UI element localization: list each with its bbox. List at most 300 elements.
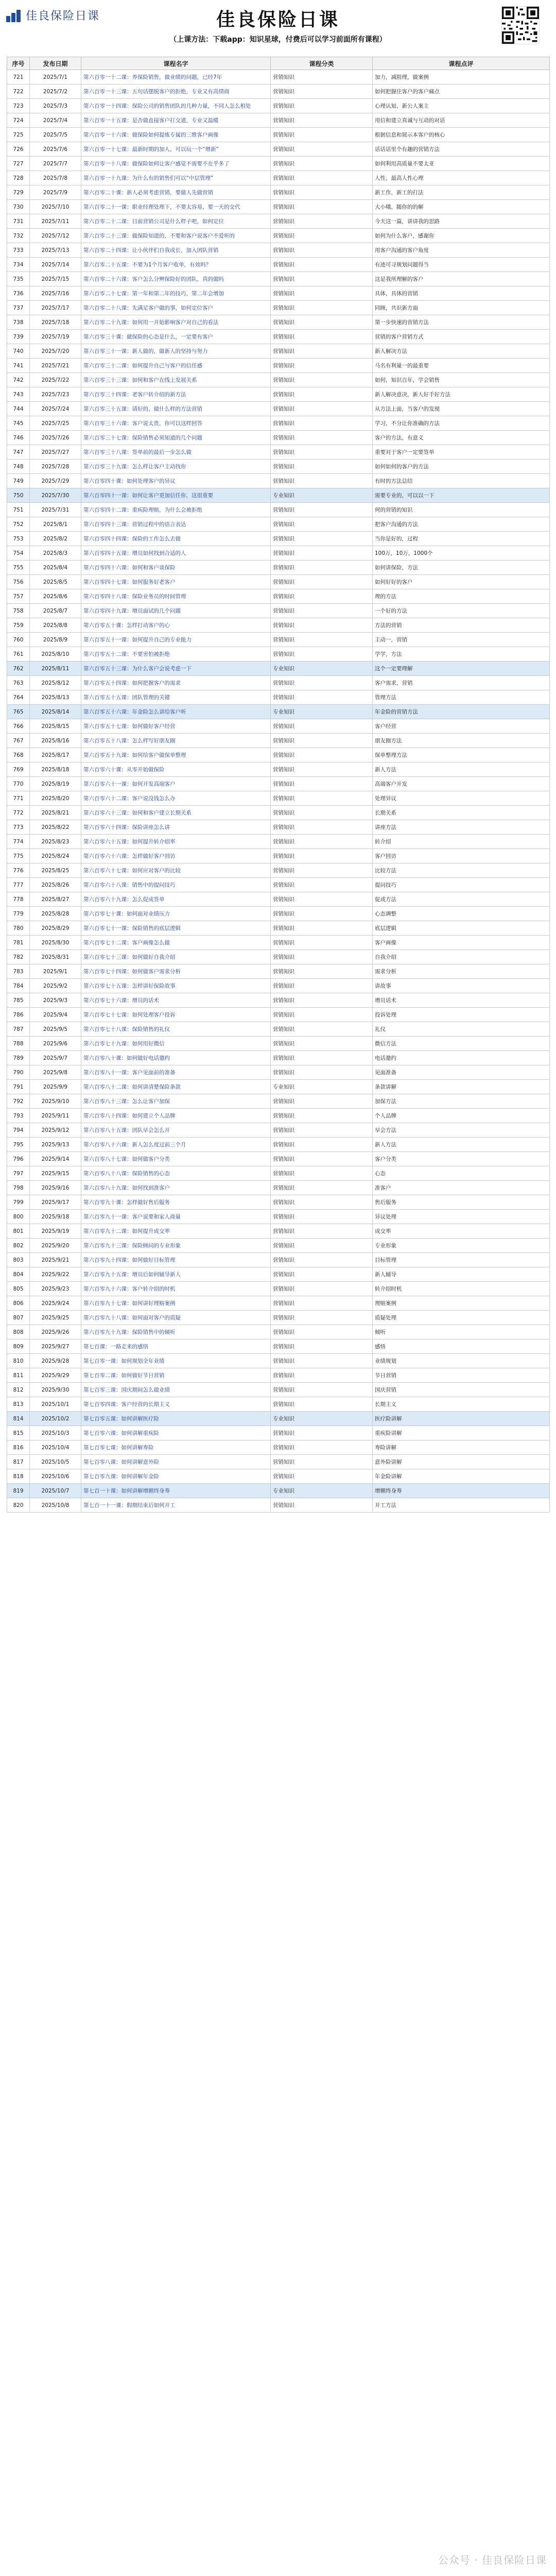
cell-name[interactable]: 第六百零三十三课：如何和客户在线上发展关系 <box>81 373 271 387</box>
cell-name[interactable]: 第六百零五十课：怎样打动客户的心 <box>81 618 271 633</box>
cell-index: 751 <box>7 503 30 517</box>
cell-index: 817 <box>7 1455 30 1469</box>
table-row <box>7 200 550 214</box>
table-row <box>7 647 550 662</box>
cell-category: 营销知识 <box>271 1426 373 1440</box>
cell-category: 营销知识 <box>271 1455 373 1469</box>
cell-category: 营销知识 <box>271 676 373 690</box>
cell-name[interactable]: 第六百零一十四课：保险公司的销售团队的几种力量，不同人怎么相处 <box>81 99 271 113</box>
cell-date: 2025/9/9 <box>30 1080 81 1094</box>
cell-comment: 感悟 <box>373 1340 550 1354</box>
cell-name[interactable]: 第六百零九十二课：如何提升成交率 <box>81 1224 271 1239</box>
cell-name[interactable]: 第六百零八十八课：保险销售的心态 <box>81 1166 271 1181</box>
table-row <box>7 70 550 84</box>
cell-date: 2025/8/11 <box>30 662 81 676</box>
cell-comment: 朋友圈方法 <box>373 734 550 748</box>
cell-index: 782 <box>7 950 30 964</box>
cell-index: 777 <box>7 878 30 892</box>
cell-name[interactable]: 第七百零二课：如何做好节日营销 <box>81 1368 271 1383</box>
cell-index: 778 <box>7 892 30 907</box>
cell-category: 营销知识 <box>271 1469 373 1484</box>
cell-name[interactable]: 第六百零九十五课：增员后如何辅导新人 <box>81 1267 271 1282</box>
cell-name[interactable]: 第六百零二十三课：做保险知道的，不要和客户说客户不爱听的 <box>81 229 271 243</box>
cell-index: 819 <box>7 1484 30 1498</box>
cell-category: 专业知识 <box>271 705 373 719</box>
table-row <box>7 488 550 503</box>
cell-date: 2025/9/7 <box>30 1051 81 1065</box>
cell-comment: 用信和建立真诚与互动的对话 <box>373 113 550 128</box>
cell-comment: 客户经营 <box>373 719 550 734</box>
cell-category: 营销知识 <box>271 402 373 416</box>
cell-name[interactable]: 第六百零七十四课：如何做客户需求分析 <box>81 964 271 979</box>
cell-name[interactable]: 第六百零三十一课：新人做的，做新人的坚持与努力 <box>81 344 271 359</box>
table-row <box>7 373 550 387</box>
cell-category: 营销知识 <box>271 690 373 705</box>
cell-index: 809 <box>7 1340 30 1354</box>
cell-index: 735 <box>7 272 30 286</box>
cell-name[interactable]: 第六百零六十二课：客户说没钱怎么办 <box>81 791 271 806</box>
table-row <box>7 964 550 979</box>
cell-name[interactable]: 第六百零九十一课：客户说要和家人商量 <box>81 1210 271 1224</box>
cell-index: 774 <box>7 835 30 849</box>
cell-category: 营销知识 <box>271 1008 373 1022</box>
table-row <box>7 474 550 488</box>
cell-name[interactable]: 第六百零一十五课：是否做直接客户打交道，专业又温暖 <box>81 113 271 128</box>
cell-name[interactable]: 第六百零一十九课：为什么有的销售们可以“中层管理” <box>81 171 271 185</box>
cell-name[interactable]: 第七百零五课：如何讲解医疗险 <box>81 1412 271 1426</box>
cell-name[interactable]: 第六百零七十三课：如何做好自我介绍 <box>81 950 271 964</box>
cell-name[interactable]: 第六百零五十五课：团队管理的关键 <box>81 690 271 705</box>
table-row <box>7 676 550 690</box>
cell-name[interactable]: 第六百零六十课：从零开始做保险 <box>81 762 271 777</box>
table-row <box>7 1080 550 1094</box>
cell-comment: 见面准备 <box>373 1065 550 1080</box>
cell-index: 805 <box>7 1282 30 1296</box>
cell-name[interactable]: 第六百零八十九课：如何找到准客户 <box>81 1181 271 1195</box>
table-row <box>7 1065 550 1080</box>
table-row <box>7 921 550 936</box>
cell-date: 2025/10/4 <box>30 1440 81 1455</box>
cell-name[interactable]: 第六百零八十一课：客户见面前的准备 <box>81 1065 271 1080</box>
cell-date: 2025/9/15 <box>30 1166 81 1181</box>
cell-name[interactable]: 第六百零六十六课：怎样做好客户回访 <box>81 849 271 863</box>
cell-name[interactable]: 第六百零二十八课：先满足客户做的事，如何定位客户 <box>81 301 271 315</box>
cell-date: 2025/8/24 <box>30 849 81 863</box>
cell-name[interactable]: 第六百零一十八课：做保险如何让客户感觉不需要不在乎多了 <box>81 157 271 171</box>
cell-date: 2025/7/15 <box>30 272 81 286</box>
table-row <box>7 286 550 301</box>
cell-date: 2025/8/20 <box>30 791 81 806</box>
cell-date: 2025/7/8 <box>30 171 81 185</box>
table-row <box>7 1037 550 1051</box>
cell-category: 营销知识 <box>271 1094 373 1109</box>
cell-date: 2025/9/25 <box>30 1311 81 1325</box>
table-row <box>7 1484 550 1498</box>
cell-category: 营销知识 <box>271 1340 373 1354</box>
cell-comment: 重要对于客户一定要签单 <box>373 445 550 460</box>
cell-date: 2025/7/3 <box>30 99 81 113</box>
cell-index: 741 <box>7 359 30 373</box>
cell-name[interactable]: 第六百零四十课：如何处理客户的异议 <box>81 474 271 488</box>
cell-comment: 客户画像 <box>373 936 550 950</box>
cell-comment: 比较方法 <box>373 863 550 878</box>
cell-comment: 客户分类 <box>373 1152 550 1166</box>
cell-comment: 礼仪 <box>373 1022 550 1037</box>
cell-date: 2025/7/1 <box>30 70 81 84</box>
cell-category: 营销知识 <box>271 1440 373 1455</box>
cell-date: 2025/7/14 <box>30 258 81 272</box>
cell-category: 营销知识 <box>271 185 373 200</box>
table-row <box>7 344 550 359</box>
cell-name[interactable]: 第六百零四十九课：增员面试的几个问题 <box>81 604 271 618</box>
cell-index: 752 <box>7 517 30 532</box>
cell-index: 814 <box>7 1412 30 1426</box>
cell-name[interactable]: 第六百零八十二课：如何讲清楚保险条款 <box>81 1080 271 1094</box>
cell-name[interactable]: 第六百零一十三课：五句话摆脱客户的拒绝，专业又有高情商 <box>81 84 271 99</box>
cell-comment: 售后服务 <box>373 1195 550 1210</box>
table-row <box>7 1296 550 1311</box>
cell-index: 804 <box>7 1267 30 1282</box>
table-row <box>7 1282 550 1296</box>
cell-name[interactable]: 第六百零五十七课：如何做好客户经营 <box>81 719 271 734</box>
cell-name[interactable]: 第六百零七十六课：增员的话术 <box>81 993 271 1008</box>
cell-name[interactable]: 第七百零一课：如何规划全年业绩 <box>81 1354 271 1368</box>
cell-date: 2025/8/2 <box>30 532 81 546</box>
table-row <box>7 1325 550 1340</box>
cell-comment: 年金险讲解 <box>373 1469 550 1484</box>
cell-name[interactable]: 第七百零九课：如何讲解年金险 <box>81 1469 271 1484</box>
cell-date: 2025/7/5 <box>30 128 81 142</box>
cell-name[interactable]: 第六百零六十四课：保险讲座怎么讲 <box>81 820 271 835</box>
cell-comment: 话话话里个有趣的营销方法 <box>373 142 550 157</box>
table-row <box>7 503 550 517</box>
cell-category: 营销知识 <box>271 84 373 99</box>
cell-name[interactable]: 第六百零八十七课：如何做客户分类 <box>81 1152 271 1166</box>
cell-name[interactable]: 第六百零五十一课：如何提升自己的专业能力 <box>81 633 271 647</box>
cell-name[interactable]: 第六百零四十六课：如何和客户谈保险 <box>81 561 271 575</box>
cell-date: 2025/7/9 <box>30 185 81 200</box>
cell-date: 2025/7/24 <box>30 402 81 416</box>
table-row <box>7 705 550 719</box>
cell-category: 营销知识 <box>271 503 373 517</box>
cell-comment: 如何利用高质量不要太亚 <box>373 157 550 171</box>
cell-date: 2025/9/3 <box>30 993 81 1008</box>
cell-comment: 用客户沟通的客户角度 <box>373 243 550 258</box>
cell-date: 2025/8/27 <box>30 892 81 907</box>
table-row <box>7 1340 550 1354</box>
cell-date: 2025/9/6 <box>30 1037 81 1051</box>
cell-date: 2025/9/16 <box>30 1181 81 1195</box>
cell-name[interactable]: 第六百零六十五课：如何提升转介绍率 <box>81 835 271 849</box>
cell-comment: 从方法上面，当客户的发现 <box>373 402 550 416</box>
cell-comment: 具体，具体的营销 <box>373 286 550 301</box>
cell-comment: 微信方法 <box>373 1037 550 1051</box>
table-row <box>7 1354 550 1368</box>
cell-name[interactable]: 第六百零三十四课：老客户转介绍的新方法 <box>81 387 271 402</box>
cell-name[interactable]: 第六百零七十九课：如何用好微信 <box>81 1037 271 1051</box>
cell-index: 749 <box>7 474 30 488</box>
cell-name[interactable]: 第六百零一十六课：做保险如何提炼专属的三维客户画像 <box>81 128 271 142</box>
cell-comment: 增员话术 <box>373 993 550 1008</box>
table-row <box>7 604 550 618</box>
cell-comment: 有时的方法总结 <box>373 474 550 488</box>
table-row <box>7 243 550 258</box>
cell-index: 773 <box>7 820 30 835</box>
cell-name[interactable]: 第六百零三十课：做保险的心态是什么，一定要有客户 <box>81 330 271 344</box>
cell-name[interactable]: 第七百一十课：如何讲解增额终身寿 <box>81 1484 271 1498</box>
cell-name[interactable]: 第六百零四十四课：保险的工作怎么去做 <box>81 532 271 546</box>
cell-name[interactable]: 第七百一十一课：假期结束后如何开工 <box>81 1498 271 1513</box>
cell-index: 779 <box>7 907 30 921</box>
table-row <box>7 258 550 272</box>
cell-index: 722 <box>7 84 30 99</box>
cell-index: 786 <box>7 1008 30 1022</box>
cell-category: 营销知识 <box>271 272 373 286</box>
cell-name[interactable]: 第六百零三十六课：客户说太贵，你可以这样回答 <box>81 416 271 431</box>
cell-name[interactable]: 第六百零四十五课：增员如何找到合适的人 <box>81 546 271 561</box>
cell-name[interactable]: 第七百零八课：如何讲解意外险 <box>81 1455 271 1469</box>
cell-name[interactable]: 第六百零二十九课：如何用一开始影响客户对自己的看法 <box>81 315 271 330</box>
table-row <box>7 1224 550 1239</box>
cell-comment: 新人解决方法 <box>373 344 550 359</box>
cell-date: 2025/9/14 <box>30 1152 81 1166</box>
cell-name[interactable]: 第六百零四十七课：如何服务好老客户 <box>81 575 271 589</box>
cell-index: 796 <box>7 1152 30 1166</box>
cell-date: 2025/7/13 <box>30 243 81 258</box>
table-row <box>7 445 550 460</box>
cell-category: 营销知识 <box>271 1166 373 1181</box>
cell-name[interactable]: 第六百零三十八课：签单前的最后一步怎么做 <box>81 445 271 460</box>
cell-name[interactable]: 第六百零九十七课：如何讲好理赔案例 <box>81 1296 271 1311</box>
cell-index: 726 <box>7 142 30 157</box>
cell-comment: 年金险的营销方法 <box>373 705 550 719</box>
cell-name[interactable]: 第六百零九十六课：客户转介绍的时机 <box>81 1282 271 1296</box>
cell-name[interactable]: 第七百课：一路走来的感悟 <box>81 1340 271 1354</box>
cell-name[interactable]: 第六百零三十九课：怎么样让客户主动找你 <box>81 460 271 474</box>
cell-name[interactable]: 第六百零四十八课：保险业务员的时间管理 <box>81 589 271 604</box>
table-row <box>7 1383 550 1397</box>
cell-name[interactable]: 第六百零八十四课：如何建立个人品牌 <box>81 1109 271 1123</box>
table-row <box>7 157 550 171</box>
cell-index: 799 <box>7 1195 30 1210</box>
cell-name[interactable]: 第六百零七十一课：保险销售的底层逻辑 <box>81 921 271 936</box>
table-row <box>7 142 550 157</box>
table-row <box>7 330 550 344</box>
cell-comment: 大小哦，随你的的解 <box>373 200 550 214</box>
cell-index: 745 <box>7 416 30 431</box>
cell-date: 2025/8/30 <box>30 936 81 950</box>
cell-name[interactable]: 第六百零三十七课：保险销售必须知道的几个问题 <box>81 431 271 445</box>
cell-name[interactable]: 第六百零八十课：如何做好电话邀约 <box>81 1051 271 1065</box>
cell-comment: 寿险讲解 <box>373 1440 550 1455</box>
cell-date: 2025/9/1 <box>30 964 81 979</box>
cell-index: 739 <box>7 330 30 344</box>
cell-comment: 何的营销的知识 <box>373 503 550 517</box>
cell-index: 747 <box>7 445 30 460</box>
cell-name[interactable]: 第六百零八十五课：团队早会怎么开 <box>81 1123 271 1138</box>
cell-name[interactable]: 第六百零三十二课：如何提升自己与客户的信任感 <box>81 359 271 373</box>
cell-index: 738 <box>7 315 30 330</box>
cell-category: 营销知识 <box>271 1138 373 1152</box>
cell-index: 724 <box>7 113 30 128</box>
cell-comment: 加保方法 <box>373 1094 550 1109</box>
table-row <box>7 185 550 200</box>
table-row <box>7 1210 550 1224</box>
cell-index: 812 <box>7 1383 30 1397</box>
cell-index: 768 <box>7 748 30 762</box>
cell-name[interactable]: 第六百零九十三课：保险顾问的专业形象 <box>81 1239 271 1253</box>
cell-category: 营销知识 <box>271 878 373 892</box>
cell-index: 795 <box>7 1138 30 1152</box>
cell-name[interactable]: 第六百零五十六课：年金险怎么讲给客户听 <box>81 705 271 719</box>
col-header-category: 课程分类 <box>271 57 373 70</box>
cell-name[interactable]: 第六百零二十七课：第一年和第二年的技巧，第二年会增加 <box>81 286 271 301</box>
cell-category: 营销知识 <box>271 1123 373 1138</box>
cell-comment: 专业形象 <box>373 1239 550 1253</box>
cell-date: 2025/9/5 <box>30 1022 81 1037</box>
cell-index: 770 <box>7 777 30 791</box>
cell-category: 营销知识 <box>271 1210 373 1224</box>
cell-category: 营销知识 <box>271 748 373 762</box>
cell-comment: 处理异议 <box>373 791 550 806</box>
cell-index: 750 <box>7 488 30 503</box>
col-header-name: 课程名字 <box>81 57 271 70</box>
table-row <box>7 1412 550 1426</box>
cell-index: 797 <box>7 1166 30 1181</box>
cell-date: 2025/8/28 <box>30 907 81 921</box>
cell-name[interactable]: 第六百零八十三课：怎么让客户加保 <box>81 1094 271 1109</box>
cell-comment: 一个好的方法 <box>373 604 550 618</box>
cell-category: 营销知识 <box>271 474 373 488</box>
cell-date: 2025/7/7 <box>30 157 81 171</box>
table-row <box>7 1426 550 1440</box>
cell-index: 808 <box>7 1325 30 1340</box>
table-row <box>7 791 550 806</box>
table-row <box>7 835 550 849</box>
table-row <box>7 315 550 330</box>
cell-category: 营销知识 <box>271 777 373 791</box>
cell-name[interactable]: 第六百零九十九课：保险销售中的倾听 <box>81 1325 271 1340</box>
cell-name[interactable]: 第六百零六十七课：如何应对客户的比较 <box>81 863 271 878</box>
cell-category: 营销知识 <box>271 70 373 84</box>
cell-name[interactable]: 第六百零五十八课：怎么样写好朋友圈 <box>81 734 271 748</box>
cell-category: 营销知识 <box>271 820 373 835</box>
cell-comment: 异议处理 <box>373 1210 550 1224</box>
cell-name[interactable]: 第六百零六十三课：如何和客户建立长期关系 <box>81 806 271 820</box>
cell-index: 781 <box>7 936 30 950</box>
cell-name[interactable]: 第六百零二十六课：客户怎么分辨保险好的团队，真的做吗 <box>81 272 271 286</box>
cell-name[interactable]: 第六百零七十五课：怎样讲好保险故事 <box>81 979 271 993</box>
cell-index: 763 <box>7 676 30 690</box>
cell-name[interactable]: 第六百零三十五课：请好的，做什么样的方法营销 <box>81 402 271 416</box>
cell-name[interactable]: 第六百零五十三课：为什么客户会说考虑一下 <box>81 662 271 676</box>
cell-category: 营销知识 <box>271 993 373 1008</box>
cell-index: 784 <box>7 979 30 993</box>
table-row <box>7 214 550 229</box>
cell-name[interactable]: 第六百零五十九课：如何给客户做保单整理 <box>81 748 271 762</box>
cell-comment: 理赔案例 <box>373 1296 550 1311</box>
cell-name[interactable]: 第七百零七课：如何讲解寿险 <box>81 1440 271 1455</box>
cell-name[interactable]: 第七百零三课：国庆期间怎么做业绩 <box>81 1383 271 1397</box>
cell-comment: 方法的营销 <box>373 618 550 633</box>
cell-name[interactable]: 第六百零四十一课：如何让客户更加信任你，这很重要 <box>81 488 271 503</box>
table-row <box>7 1239 550 1253</box>
cell-comment: 第一步快速的营销方法 <box>373 315 550 330</box>
cell-category: 营销知识 <box>271 604 373 618</box>
cell-name[interactable]: 第六百零七十八课：保险销售的礼仪 <box>81 1022 271 1037</box>
cell-name[interactable]: 第六百零二十五课：不要为1个月客户收单，有效吗？ <box>81 258 271 272</box>
cell-name[interactable]: 第六百零七十七课：如何处理客户投诉 <box>81 1008 271 1022</box>
cell-name[interactable]: 第六百零五十四课：如何把握客户的需求 <box>81 676 271 690</box>
cell-index: 733 <box>7 243 30 258</box>
cell-date: 2025/7/11 <box>30 214 81 229</box>
cell-name[interactable]: 第七百零六课：如何讲解重疾险 <box>81 1426 271 1440</box>
cell-date: 2025/7/28 <box>30 460 81 474</box>
cell-name[interactable]: 第六百零七十课：如何面对业绩压力 <box>81 907 271 921</box>
cell-index: 791 <box>7 1080 30 1094</box>
cell-date: 2025/10/3 <box>30 1426 81 1440</box>
cell-category: 专业知识 <box>271 488 373 503</box>
cell-name[interactable]: 第六百零九十八课：如何面对客户的质疑 <box>81 1311 271 1325</box>
cell-name[interactable]: 第六百零六十九课：怎么促成签单 <box>81 892 271 907</box>
cell-category: 营销知识 <box>271 1296 373 1311</box>
cell-name[interactable]: 第六百零四十二课：重疾险理赔，为什么会被拒绝 <box>81 503 271 517</box>
table-row <box>7 431 550 445</box>
cell-name[interactable]: 第六百零二十一课：职业经理处理下，不要太容易，要一天的交代 <box>81 200 271 214</box>
cell-name[interactable]: 第六百零五十二课：不要害怕被拒绝 <box>81 647 271 662</box>
cell-name[interactable]: 第六百零九十四课：如何做好目标管理 <box>81 1253 271 1267</box>
cell-name[interactable]: 第六百零六十一课：如何开发高端客户 <box>81 777 271 791</box>
cell-date: 2025/7/12 <box>30 229 81 243</box>
cell-category: 营销知识 <box>271 128 373 142</box>
cell-name[interactable]: 第六百零一十二课：养保险销售，做业绩的问题，已经7年 <box>81 70 271 84</box>
cell-name[interactable]: 第六百零七十二课：客户画像怎么做 <box>81 936 271 950</box>
cell-name[interactable]: 第六百零二十四课：让小伙伴们自我成长，加入团队营销 <box>81 243 271 258</box>
cell-comment: 如何好好的客户 <box>373 575 550 589</box>
cell-index: 761 <box>7 647 30 662</box>
cell-category: 营销知识 <box>271 142 373 157</box>
cell-index: 760 <box>7 633 30 647</box>
col-header-index: 序号 <box>7 57 30 70</box>
cell-index: 806 <box>7 1296 30 1311</box>
cell-name[interactable]: 第六百零四十三课：营销过程中的语言表达 <box>81 517 271 532</box>
cell-comment: 业绩规划 <box>373 1354 550 1368</box>
cell-name[interactable]: 第六百零二十二课：目前营销公司是什么样子吧，如何定位 <box>81 214 271 229</box>
cell-name[interactable]: 第七百零四课：客户经营的长期主义 <box>81 1397 271 1412</box>
cell-index: 721 <box>7 70 30 84</box>
cell-date: 2025/8/17 <box>30 748 81 762</box>
cell-date: 2025/7/23 <box>30 387 81 402</box>
cell-index: 776 <box>7 863 30 878</box>
cell-comment: 有迹可寻规划问题得当 <box>373 258 550 272</box>
table-row <box>7 762 550 777</box>
cell-category: 专业知识 <box>271 1080 373 1094</box>
cell-category: 营销知识 <box>271 387 373 402</box>
cell-index: 740 <box>7 344 30 359</box>
cell-name[interactable]: 第六百零六十八课：销售中的提问技巧 <box>81 878 271 892</box>
cell-name[interactable]: 第六百零九十课：怎样做好售后服务 <box>81 1195 271 1210</box>
cell-name[interactable]: 第六百零二十课：新人必须考虑营销，要做人先做营销 <box>81 185 271 200</box>
cell-category: 营销知识 <box>271 99 373 113</box>
cell-index: 793 <box>7 1109 30 1123</box>
cell-name[interactable]: 第六百零一十七课：最新时期的加人，可以玩一个“增新” <box>81 142 271 157</box>
cell-comment: 成交率 <box>373 1224 550 1239</box>
table-row <box>7 387 550 402</box>
cell-name[interactable]: 第六百零八十六课：新人怎么度过前三个月 <box>81 1138 271 1152</box>
cell-category: 营销知识 <box>271 445 373 460</box>
cell-category: 营销知识 <box>271 214 373 229</box>
cell-category: 专业知识 <box>271 1412 373 1426</box>
